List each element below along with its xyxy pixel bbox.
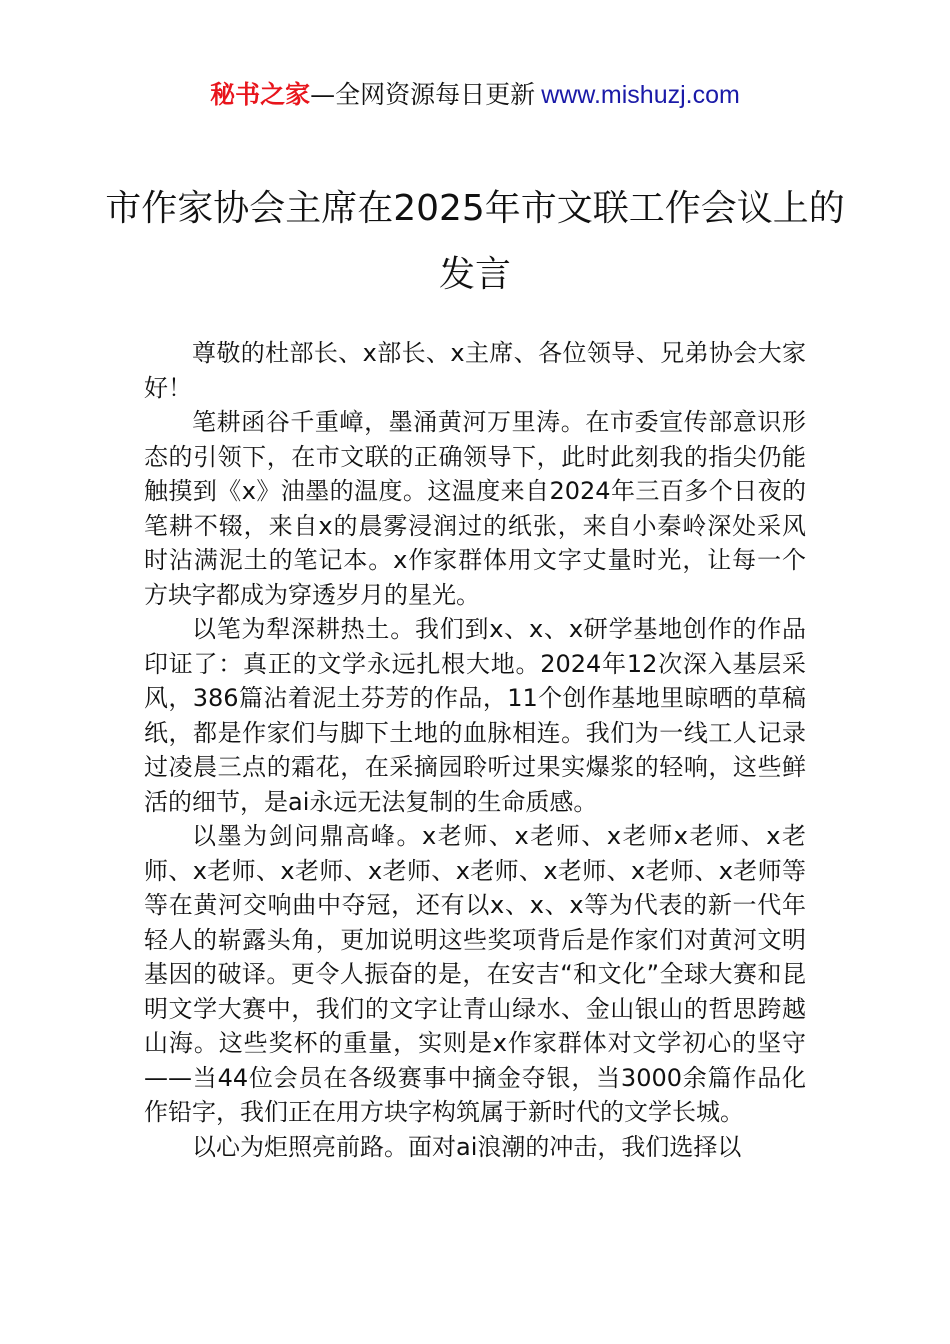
header-tagline: —全网资源每日更新 — [310, 80, 536, 109]
paragraph: 以心为炬照亮前路。面对ai浪潮的冲击，我们选择以 — [192, 1132, 742, 1161]
document-body — [144, 336, 806, 1164]
header-brand: 秘书之家 — [210, 80, 311, 109]
page-header — [0, 78, 950, 112]
paragraph-greeting: 尊敬的杜部长、x部长、x主席、各位领导、兄弟协会大家好！ — [144, 339, 806, 402]
document-title: 市作家协会主席在2025年市文联工作会议上的发言 — [105, 188, 845, 295]
paragraph: 以笔为犁深耕热土。我们到x、x、x研学基地创作的作品印证了：真正的文学永远扎根大地。2024年12次深入基层采风，386篇沾着泥土芬芳的作品，11个创作基地里晾晒的草稿纸，都是作家们与脚下土地的血脉相连。我们为一线工人记录过凌晨三点的霜花，在采摘园聆听过果实爆浆的轻响，这些鲜活的细节，是ai永远无法复制的生命质感。 — [144, 615, 806, 816]
paragraph: 笔耕函谷千重嶂，墨涌黄河万里涛。在市委宣传部意识形态的引领下，在市文联的正确领导下，此时此刻我的指尖仍能触摸到《x》油墨的温度。这温度来自2024年三百多个日夜的笔耕不辍，来自x的晨雾浸润过的纸张，来自小秦岭深处采风时沾满泥土的笔记本。x作家群体用文字丈量时光，让每一个方块字都成为穿透岁月的星光。 — [144, 408, 806, 609]
paragraph: 以墨为剑问鼎高峰。x老师、x老师、x老师x老师、x老师、x老师、x老师、x老师、x老师、x老师、x老师、x老师等等在黄河交响曲中夺冠，还有以x、x、x等为代表的新一代年轻人的崭露头角，更加说明这些奖项背后是作家们对黄河文明基因的破译。更令人振奋的是，在安吉“和文化”全球大赛和昆明文学大赛中，我们的文字让青山绿水、金山银山的哲思跨越山海。这些奖杯的重量，实则是x作家群体对文学初心的坚守——当44位会员在各级赛事中摘金夺银，当3000余篇作品化作铅字，我们正在用方块字构筑属于新时代的文学长城。 — [144, 822, 806, 1126]
header-url-link[interactable]: www.mishuzj.com — [541, 81, 740, 109]
